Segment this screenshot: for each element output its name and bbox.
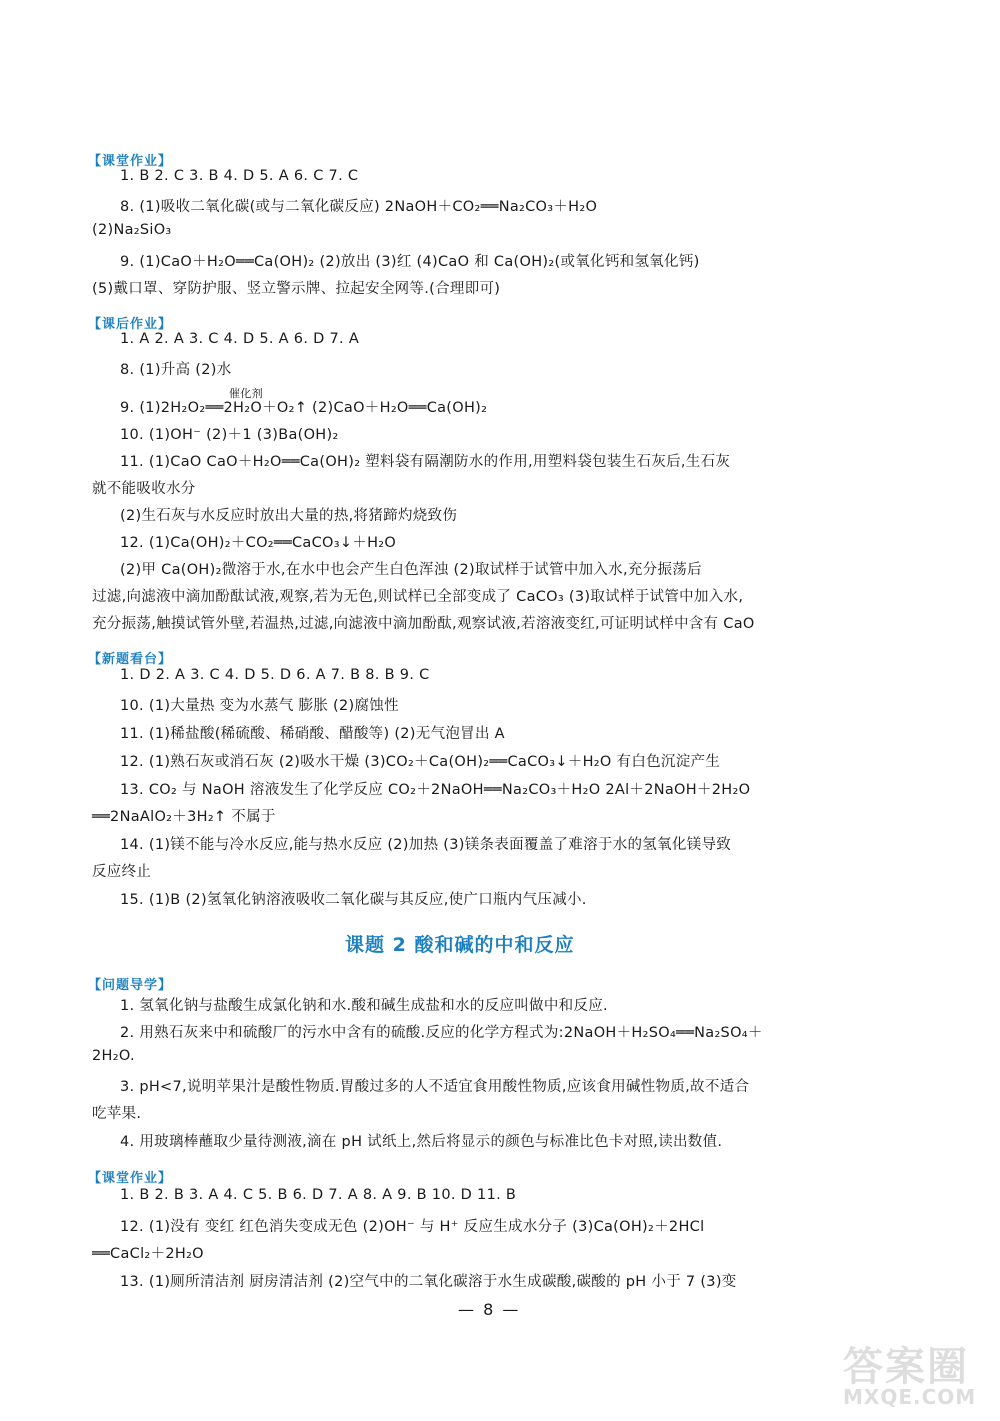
answer-line: (5)戴口罩、穿防护服、竖立警示牌、拉起安全网等.(合理即可) — [92, 281, 501, 297]
answer-line: 14. (1)镁不能与冷水反应,能与热水反应 (2)加热 (3)镁条表面覆盖了难溶于水的氢氧化镁导致 — [120, 837, 732, 853]
section-classwork-1: 【课堂作业】 — [88, 154, 173, 169]
answer-line: 2H₂O. — [92, 1048, 135, 1064]
answer-line: ══CaCl₂＋2H₂O — [92, 1246, 204, 1262]
answer-line: 1. D 2. A 3. C 4. D 5. D 6. A 7. B 8. B 9. C — [120, 667, 430, 683]
answer-line: 13. CO₂ 与 NaOH 溶液发生了化学反应 CO₂＋2NaOH══Na₂CO₃＋H₂O 2Al＋2NaOH＋2H₂O — [120, 782, 751, 798]
answer-line: 15. (1)B (2)氢氧化钠溶液吸收二氧化碳与其反应,使广口瓶内气压减小. — [120, 892, 587, 908]
section-classwork-2: 【课堂作业】 — [88, 1171, 173, 1186]
answer-line: 过滤,向滤液中滴加酚酞试液,观察,若为无色,则试样已全部变成了 CaCO₃ (3)取试样于试管中加入水, — [92, 589, 744, 605]
section-new-questions: 【新题看台】 — [88, 652, 173, 667]
answer-line: 13. (1)厕所清洁剂 厨房清洁剂 (2)空气中的二氧化碳溶于水生成碳酸,碳酸的 pH 小于 7 (3)变 — [120, 1274, 737, 1290]
watermark-bottom: MXQE.COM — [843, 1385, 977, 1409]
lesson-title: 课题 2 酸和碱的中和反应 — [345, 934, 575, 956]
answer-line: 11. (1)稀盐酸(稀硫酸、稀硝酸、醋酸等) (2)无气泡冒出 A — [120, 726, 505, 742]
catalyst-label: 催化剂 — [229, 387, 263, 400]
answer-line: 2. 用熟石灰来中和硫酸厂的污水中含有的硫酸.反应的化学方程式为:2NaOH＋H₂SO₄══Na₂SO₄＋ — [120, 1025, 763, 1041]
answer-line: 1. 氢氧化钠与盐酸生成氯化钠和水.酸和碱生成盐和水的反应叫做中和反应. — [120, 998, 608, 1014]
answer-line: 12. (1)Ca(OH)₂＋CO₂══CaCO₃↓＋H₂O — [120, 535, 397, 551]
answer-line: 8. (1)吸收二氧化碳(或与二氧化碳反应) 2NaOH＋CO₂══Na₂CO₃＋H₂O — [120, 199, 598, 215]
answer-line: 反应终止 — [92, 864, 152, 880]
answer-line: 1. B 2. C 3. B 4. D 5. A 6. C 7. C — [120, 168, 359, 184]
answer-line: 10. (1)OH⁻ (2)＋1 (3)Ba(OH)₂ — [120, 427, 339, 443]
answer-line: 充分振荡,触摸试管外壁,若温热,过滤,向滤液中滴加酚酞,观察试液,若溶液变红,可证明试样中含有 CaO — [92, 616, 755, 632]
section-homework-1: 【课后作业】 — [88, 317, 173, 332]
answer-line: (2)Na₂SiO₃ — [92, 222, 172, 238]
section-guide: 【问题导学】 — [88, 978, 173, 993]
answer-line: (2)甲 Ca(OH)₂微溶于水,在水中也会产生白色浑浊 (2)取试样于试管中加入水,充分振荡后 — [120, 562, 702, 578]
answer-line: 1. B 2. B 3. A 4. C 5. B 6. D 7. A 8. A 9. B 10. D 11. B — [120, 1187, 517, 1203]
answer-line: 1. A 2. A 3. C 4. D 5. A 6. D 7. A — [120, 331, 360, 347]
answer-line: 12. (1)没有 变红 红色消失变成无色 (2)OH⁻ 与 H⁺ 反应生成水分子 (3)Ca(OH)₂＋2HCl — [120, 1219, 705, 1235]
answer-line: 9. (1)2H₂O₂══2H₂O＋O₂↑ (2)CaO＋H₂O══Ca(OH)₂ — [120, 400, 488, 416]
answer-line: 12. (1)熟石灰或消石灰 (2)吸水干燥 (3)CO₂＋Ca(OH)₂══CaCO₃↓＋H₂O 有白色沉淀产生 — [120, 754, 721, 770]
answer-line: 4. 用玻璃棒蘸取少量待测液,滴在 pH 试纸上,然后将显示的颜色与标准比色卡对照,读出数值. — [120, 1134, 723, 1150]
answer-line: 吃苹果. — [92, 1106, 142, 1122]
answer-line: 8. (1)升高 (2)水 — [120, 362, 232, 378]
answer-line: ══2NaAlO₂＋3H₂↑ 不属于 — [92, 809, 276, 825]
answer-line: 就不能吸收水分 — [92, 481, 196, 497]
answer-line: (2)生石灰与水反应时放出大量的热,将猪蹄灼烧致伤 — [120, 508, 458, 524]
answer-line: 11. (1)CaO CaO＋H₂O══Ca(OH)₂ 塑料袋有隔潮防水的作用,用塑料袋包装生石灰后,生石灰 — [120, 454, 731, 470]
page-number: — 8 — — [458, 1300, 521, 1319]
answer-line: 10. (1)大量热 变为水蒸气 膨胀 (2)腐蚀性 — [120, 698, 399, 714]
answer-line: 9. (1)CaO＋H₂O══Ca(OH)₂ (2)放出 (3)红 (4)CaO 和 Ca(OH)₂(或氧化钙和氢氧化钙) — [120, 254, 700, 270]
answer-line: 3. pH<7,说明苹果汁是酸性物质.胃酸过多的人不适宜食用酸性物质,应该食用碱性物质,故不适合 — [120, 1079, 750, 1095]
watermark-logo — [835, 1335, 985, 1415]
watermark-top: 答案圈 — [843, 1344, 969, 1390]
